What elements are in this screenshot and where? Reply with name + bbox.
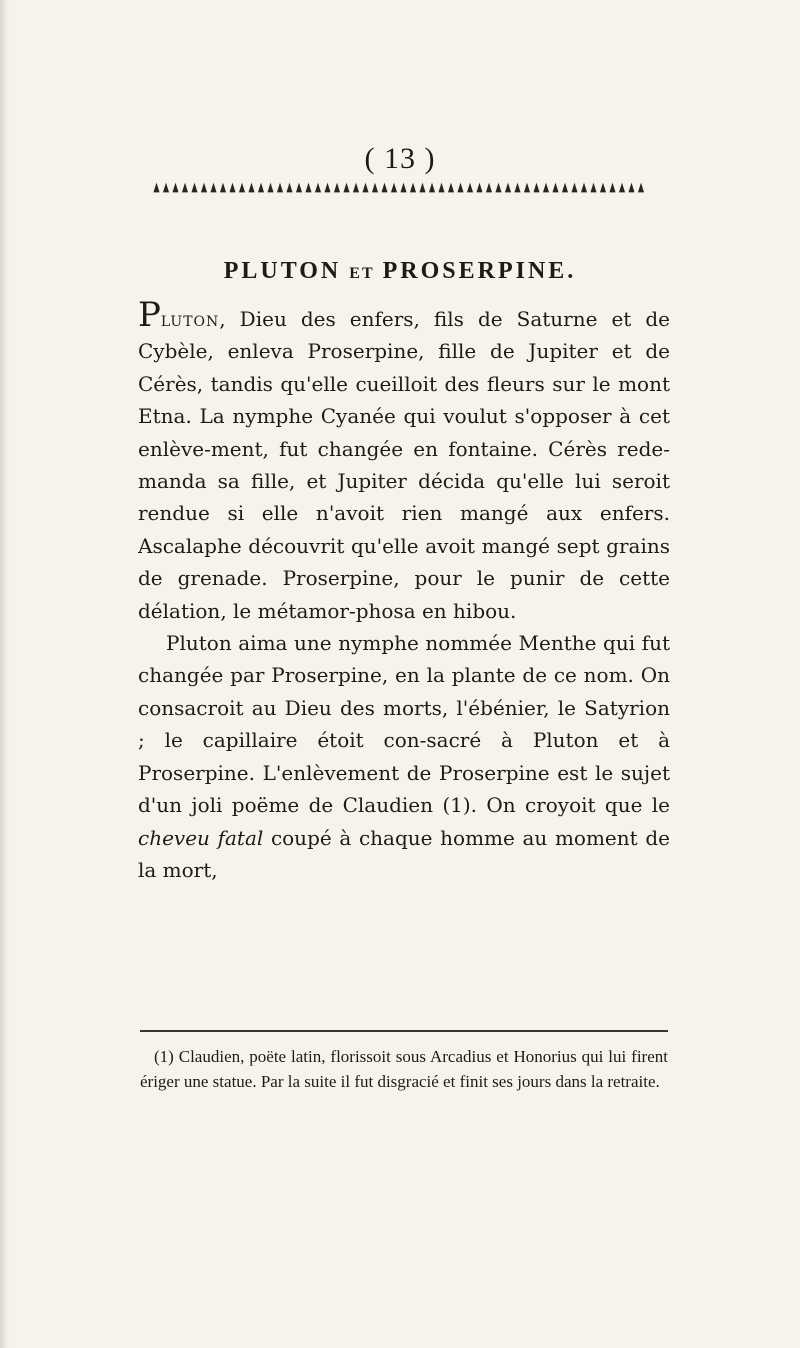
- ornament-fleuron: [392, 184, 397, 192]
- ornament-fleuron: [325, 184, 330, 192]
- ornament-fleuron: [563, 184, 568, 192]
- footnote-text: (1) Claudien, poëte latin, florissoit sous Arcadius et Honorius qui lui firent ériger une statue. Par la suite il fut disgracié et finit ses jours dans la retraite.: [140, 1047, 668, 1091]
- ornament-fleuron: [173, 184, 178, 192]
- ornament-fleuron: [287, 184, 292, 192]
- paragraph-pluton: [138, 295, 670, 627]
- ornament-fleuron: [610, 184, 615, 192]
- ornament-fleuron: [363, 184, 368, 192]
- ornament-fleuron: [525, 184, 530, 192]
- ornament-fleuron: [202, 184, 207, 192]
- ornament-fleuron: [268, 184, 273, 192]
- ornament-fleuron: [449, 184, 454, 192]
- ornament-fleuron: [221, 184, 226, 192]
- title-part-proserpine: PROSERPINE.: [382, 258, 577, 284]
- ornament-fleuron: [639, 184, 644, 192]
- ornament-fleuron: [458, 184, 463, 192]
- ornament-fleuron: [354, 184, 359, 192]
- main-text: [138, 295, 670, 886]
- ornament-fleuron: [468, 184, 473, 192]
- title-connector: ET: [349, 265, 375, 282]
- ornament-fleuron: [401, 184, 406, 192]
- ornament-fleuron: [487, 184, 492, 192]
- ornament-fleuron: [582, 184, 587, 192]
- ornament-fleuron: [411, 184, 416, 192]
- ornament-fleuron: [297, 184, 302, 192]
- ornament-fleuron: [230, 184, 235, 192]
- decorative-ornament-rule: [151, 181, 649, 195]
- paragraph-menthe-end: coupé à chaque homme au moment de la mort,: [138, 825, 670, 882]
- footnote-rule: [140, 1030, 668, 1032]
- ornament-fleuron: [534, 184, 539, 192]
- smallcaps-word: luton: [160, 307, 220, 331]
- ornament-fleuron: [259, 184, 264, 192]
- ornament-fleuron: [572, 184, 577, 192]
- italic-phrase: cheveu fatal: [138, 825, 264, 850]
- ornament-fleuron: [211, 184, 216, 192]
- page-edge-shadow: [0, 0, 10, 1348]
- paragraph-menthe: [138, 627, 670, 886]
- ornament-fleuron: [420, 184, 425, 192]
- ornament-fleuron: [477, 184, 482, 192]
- ornament-fleuron: [335, 184, 340, 192]
- ornament-fleuron: [439, 184, 444, 192]
- ornament-fleuron: [164, 184, 169, 192]
- ornament-fleuron: [544, 184, 549, 192]
- paragraph-menthe-text: Pluton aima une nymphe nommée Menthe qui fut changée par Proserpine, en la plante de ce nom. On consacroit au Dieu des morts, l'ébénier, le Satyrion ; le capillaire étoit con-sacré à Pluton et à Proserpine. L'enlèvement de Proserpine est le sujet d'un joli poëme de Claudien (1). On croyoit que le: [138, 631, 670, 818]
- ornament-fleuron: [601, 184, 606, 192]
- ornament-icon: [151, 181, 649, 195]
- ornament-fleuron: [506, 184, 511, 192]
- ornament-fleuron: [553, 184, 558, 192]
- ornament-fleuron: [192, 184, 197, 192]
- page-number: ( 13 ): [364, 142, 436, 175]
- ornament-fleuron: [183, 184, 188, 192]
- ornament-fleuron: [629, 184, 634, 192]
- ornament-fleuron: [344, 184, 349, 192]
- ornament-fleuron: [278, 184, 283, 192]
- ornament-fleuron: [240, 184, 245, 192]
- ornament-fleuron: [154, 184, 159, 192]
- ornament-fleuron: [515, 184, 520, 192]
- footnote: [140, 1044, 668, 1094]
- ornament-fleuron: [249, 184, 254, 192]
- ornament-fleuron: [496, 184, 501, 192]
- ornament-fleuron: [373, 184, 378, 192]
- ornament-fleuron: [306, 184, 311, 192]
- ornament-fleuron: [591, 184, 596, 192]
- ornament-fleuron: [382, 184, 387, 192]
- paragraph-pluton-text: , Dieu des enfers, fils de Saturne et de Cybèle, enleva Proserpine, fille de Jupiter et de Cérès, tandis qu'elle cueilloit des fleurs sur le mont Etna. La nymphe Cyanée qui voulut s'opposer à cet enlève-ment, fut changée en fontaine. Cérès rede-manda sa fille, et Jupiter décida qu'elle lui seroit rendue si elle n'avoit rien mangé aux enfers. Ascalaphe découvrit qu'elle avoit mangé sept grains de grenade. Proserpine, pour le punir de cette délation, le métamor-phosa en hibou.: [138, 307, 670, 623]
- ornament-fleuron: [430, 184, 435, 192]
- ornament-fleuron: [620, 184, 625, 192]
- ornament-fleuron: [316, 184, 321, 192]
- drop-capital: P: [138, 295, 161, 335]
- page-title: [0, 258, 800, 285]
- title-part-pluton: PLUTON: [223, 258, 342, 284]
